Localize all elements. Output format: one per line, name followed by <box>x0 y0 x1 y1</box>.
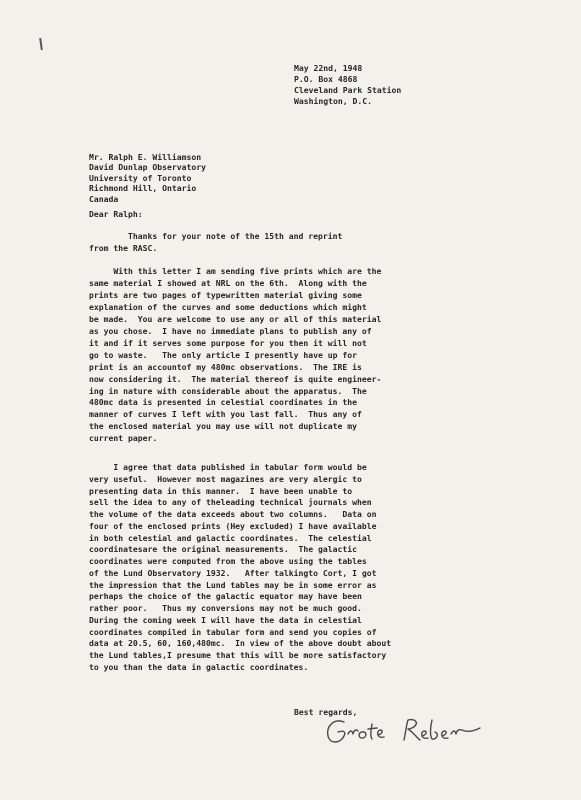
sender-address-line: Washington, D.C. <box>294 96 372 106</box>
salutation: Dear Ralph: <box>89 209 143 219</box>
handwritten-signature <box>322 712 492 750</box>
recipient-address <box>89 152 206 204</box>
recipient-line: University of Toronto <box>89 172 192 183</box>
sender-address-line: P.O. Box 4868 <box>294 74 358 84</box>
closing: Best regards, <box>294 707 358 717</box>
sender-address-line: Cleveland Park Station <box>294 85 402 95</box>
body-paragraph: Thanks for your note of the 15th and reprint from the RASC. <box>89 231 343 253</box>
letter-date: May 22nd, 1948 <box>294 63 363 73</box>
margin-pen-mark <box>39 38 43 50</box>
recipient-line: Mr. Ralph E. Williamson <box>89 152 202 162</box>
recipient-line: David Dunlap Observatory <box>89 162 206 173</box>
letter-header <box>294 63 401 107</box>
recipient-line: Canada <box>89 193 119 204</box>
body-paragraph: With this letter I am sending five prints which are the same material I showed at NRL on the 6th. Along with the prints are two pages of typewritten material giving some explanation of the curves and some deductions which might be made. You are welcome to use any or all of this material as you chose. I have no immediate plans to publish any of it and if it serves some purpose for you then it will not go to waste. The only article I presently have up for print is an accountof my 480mc observations. The IRE is now considering it. The material thereof is quite engineer- ing in nature with considerable about the apparatus. The 480mc data is presented in celestial coordinates in the manner of curves I left with you last fall. Thus any of the enclosed material you may use will not duplicate my current paper. <box>89 266 382 444</box>
recipient-line: Richmond Hill, Ontario <box>89 183 197 194</box>
body-paragraph: I agree that data published in tabular form would be very useful. However most magazines are very alergic to presenting data in this manner. I have been unable to sell the idea to any of theleading technical journals when the volume of the data exceeds about two columns. Data on four of the enclosed prints (Hey excluded) I have available in both celestial and galactic coordinates. The celestial coordinatesare the original measurements. The galactic coordinates were computed from the above using the tables of the Lund Observatory 1932. After talkingto Cort, I got the impression that the Lund tables may be in some error as perhaps the choice of the galactic equator may have been rather poor. Thus my conversions may not be much good. During the coming week I will have the data in celestial coordinates compiled in tabular form and send you copies of data at 20.5, 60, 160,480mc. In view of the above doubt about the Lund tables,I presume that this will be more satisfactory to you than the data in galactic coordinates. <box>89 462 392 672</box>
